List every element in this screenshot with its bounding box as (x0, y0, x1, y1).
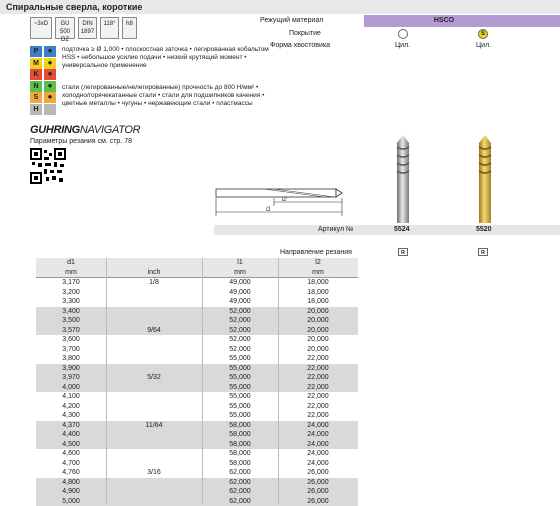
table-cell: 4,100 (36, 392, 106, 402)
table-cell (106, 402, 202, 412)
article-row (214, 225, 560, 235)
table-cell: 5,000 (36, 497, 106, 506)
table-cell: 3,170 (36, 278, 106, 288)
column-divider (202, 258, 203, 504)
table-cell: 4,200 (36, 402, 106, 412)
cutting-material-value: HSCO (364, 17, 524, 24)
table-cell: 52,000 (202, 345, 278, 355)
tolerance-badge (122, 17, 137, 39)
table-cell (106, 497, 202, 506)
table-cell: 18,000 (278, 288, 358, 298)
table-cell (106, 345, 202, 355)
table-cell: 3,970 (36, 373, 106, 383)
brand-bold: GUHRING (30, 124, 80, 136)
table-cell (106, 335, 202, 345)
table-cell (106, 288, 202, 298)
brand-light: NAVIGATOR (80, 124, 140, 136)
table-cell: 55,000 (202, 364, 278, 374)
table-cell: 3,300 (36, 297, 106, 307)
table-cell: 3,700 (36, 345, 106, 355)
table-cell: 18,000 (278, 297, 358, 307)
dim-l1-label: l1 (266, 207, 271, 213)
table-cell: 49,000 (202, 278, 278, 288)
table-cell (106, 316, 202, 326)
brand-logo (30, 124, 140, 136)
table-cell: 52,000 (202, 335, 278, 345)
material-letter-p: P (30, 46, 42, 57)
cutting-material-label: Режущий материал (260, 17, 323, 24)
table-cell: 62,000 (202, 497, 278, 506)
table-cell: 3,900 (36, 364, 106, 374)
table-cell: 4,600 (36, 449, 106, 459)
column-header (106, 258, 202, 268)
material-letter-k: K (30, 69, 42, 80)
table-cell: 49,000 (202, 288, 278, 298)
table-cell: 22,000 (278, 364, 358, 374)
table-cell: 58,000 (202, 459, 278, 469)
cutting-params-note: Параметры резания см. стр. 78 (30, 138, 132, 145)
column-header: l1 (202, 258, 278, 268)
table-cell: 4,800 (36, 478, 106, 488)
table-cell: 58,000 (202, 421, 278, 431)
table-cell: 5/32 (106, 373, 202, 383)
table-cell: 22,000 (278, 383, 358, 393)
table-cell: 58,000 (202, 449, 278, 459)
column-unit: mm (278, 268, 358, 278)
table-cell: 3,500 (36, 316, 106, 326)
coating-label: Покрытие (289, 30, 321, 37)
material-description-1: подточка ≥ Ø 1,000 • плоскостная заточка • легированная кобальтом HSS • небольшое усилие подачи • низкий крутящий момент • универсальное применение (62, 46, 282, 70)
standard-badge (55, 17, 75, 39)
table-cell (106, 297, 202, 307)
table-cell: 24,000 (278, 421, 358, 431)
column-unit: mm (202, 268, 278, 278)
shank-label: Форма хвостовика (270, 42, 330, 49)
table-cell: 22,000 (278, 354, 358, 364)
material-letter-s: S (30, 92, 42, 103)
table-cell: 1/8 (106, 278, 202, 288)
table-cell (106, 430, 202, 440)
table-cell: 11/64 (106, 421, 202, 431)
din-badge (78, 17, 97, 39)
table-cell: 4,500 (36, 440, 106, 450)
column-divider (106, 258, 107, 504)
table-cell: 55,000 (202, 383, 278, 393)
material-description-2: стали (легированные/нелегированные) прочность до 800 Н/мм² • холодно/горячекатанные стали • стали для подшипников качения • цветные металлы • чугуны • нержавеющие стали • пластмассы (62, 84, 282, 108)
table-cell: 4,300 (36, 411, 106, 421)
table-cell: 49,000 (202, 297, 278, 307)
shank-value-5524: Цил. (395, 42, 410, 49)
tolerance-badge-line: h8 (123, 20, 136, 28)
table-cell: 24,000 (278, 430, 358, 440)
length-badge-line: ~3xD (31, 20, 51, 28)
column-header: d1 (36, 258, 106, 268)
drill-image-5520 (475, 135, 495, 225)
standard-badge-line: DZ (56, 36, 74, 44)
table-cell: 58,000 (202, 430, 278, 440)
table-cell: 4,000 (36, 383, 106, 393)
table-cell: 20,000 (278, 335, 358, 345)
cutting-direction-label: Направление резания (280, 249, 352, 256)
table-cell: 26,000 (278, 468, 358, 478)
table-cell: 22,000 (278, 411, 358, 421)
table-cell: 20,000 (278, 345, 358, 355)
material-letter-m: M (30, 58, 42, 69)
table-cell: 55,000 (202, 373, 278, 383)
material-letter-n: N (30, 81, 42, 92)
table-cell: 20,000 (278, 307, 358, 317)
drill-image-5524 (393, 135, 413, 225)
coating-tin-icon: S (478, 29, 488, 39)
article-label: Артикул № (318, 226, 354, 233)
table-cell: 9/64 (106, 326, 202, 336)
column-divider (278, 258, 279, 504)
din-badge-line: DIN (79, 20, 96, 28)
table-cell: 4,400 (36, 430, 106, 440)
table-cell (106, 392, 202, 402)
table-cell: 55,000 (202, 402, 278, 412)
table-cell: 22,000 (278, 373, 358, 383)
table-cell: 3,400 (36, 307, 106, 317)
table-cell (106, 383, 202, 393)
material-dot-icon: ● (44, 46, 56, 57)
dim-l2-label: l2 (282, 197, 287, 203)
article-5524: 5524 (394, 226, 410, 233)
table-cell: 20,000 (278, 316, 358, 326)
drill-dimension-diagram (214, 186, 364, 220)
angle-badge (100, 17, 119, 39)
table-cell: 52,000 (202, 316, 278, 326)
table-cell (106, 411, 202, 421)
table-cell (106, 487, 202, 497)
column-unit: inch (106, 268, 202, 278)
table-cell: 18,000 (278, 278, 358, 288)
table-cell: 55,000 (202, 354, 278, 364)
table-cell: 26,000 (278, 487, 358, 497)
table-cell (106, 449, 202, 459)
length-badge (30, 17, 52, 39)
table-cell: 4,760 (36, 468, 106, 478)
table-cell: 20,000 (278, 326, 358, 336)
direction-icon-5524: R (398, 248, 408, 256)
table-cell: 24,000 (278, 449, 358, 459)
table-cell: 4,700 (36, 459, 106, 469)
table-cell (106, 459, 202, 469)
table-cell (106, 364, 202, 374)
standard-badge-line: GU 500 (56, 20, 74, 36)
table-cell: 22,000 (278, 402, 358, 412)
material-dot-icon: ● (44, 69, 56, 80)
table-cell: 55,000 (202, 392, 278, 402)
shank-value-5520: Цил. (476, 42, 491, 49)
table-cell: 62,000 (202, 487, 278, 497)
table-cell: 52,000 (202, 326, 278, 336)
table-cell (106, 354, 202, 364)
table-cell: 58,000 (202, 440, 278, 450)
material-letter-h: H (30, 104, 42, 115)
table-cell: 26,000 (278, 478, 358, 488)
table-cell: 24,000 (278, 440, 358, 450)
table-cell: 3,570 (36, 326, 106, 336)
table-cell: 3,600 (36, 335, 106, 345)
table-cell: 24,000 (278, 459, 358, 469)
table-cell: 4,370 (36, 421, 106, 431)
table-cell: 3,800 (36, 354, 106, 364)
article-5520: 5520 (476, 226, 492, 233)
table-cell (106, 307, 202, 317)
coating-bright-icon (398, 29, 408, 39)
table-cell (106, 478, 202, 488)
table-cell: 52,000 (202, 307, 278, 317)
table-cell: 3/16 (106, 468, 202, 478)
column-unit: mm (36, 268, 106, 278)
direction-icon-5520: R (478, 248, 488, 256)
material-dot-icon (44, 104, 56, 115)
column-header: l2 (278, 258, 358, 268)
table-cell: 4,900 (36, 487, 106, 497)
material-dot-icon: ● (44, 58, 56, 69)
table-cell: 62,000 (202, 468, 278, 478)
table-cell (106, 440, 202, 450)
table-cell: 62,000 (202, 478, 278, 488)
qr-code-icon (30, 148, 66, 184)
material-dot-icon: ● (44, 81, 56, 92)
table-cell: 22,000 (278, 392, 358, 402)
table-cell: 3,200 (36, 288, 106, 298)
table-cell: 55,000 (202, 411, 278, 421)
material-dot-icon: ● (44, 92, 56, 103)
din-badge-line: 1897 (79, 28, 96, 36)
table-cell: 26,000 (278, 497, 358, 506)
page-title: Спиральные сверла, короткие (6, 2, 142, 12)
angle-badge-line: 118° (101, 20, 118, 28)
